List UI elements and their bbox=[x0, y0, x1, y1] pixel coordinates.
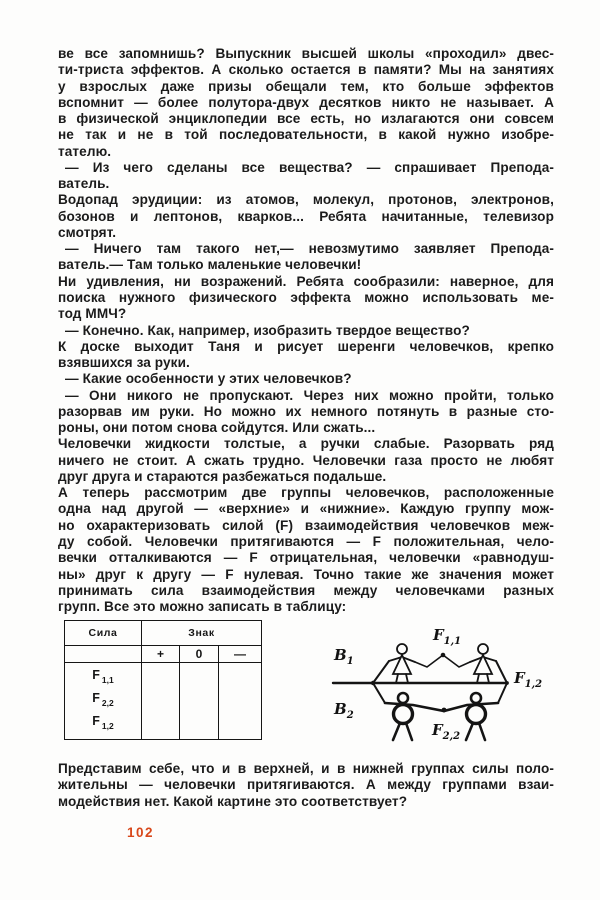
text-line: смотрят. bbox=[58, 224, 117, 240]
text-line: — Из чего сделаны все вещества? — спрашивает Препода- bbox=[65, 159, 554, 175]
text-line: Ни удивления, ни возражений. Ребята сообразили: наверное, для bbox=[58, 273, 554, 289]
body-text-upper bbox=[58, 46, 554, 615]
text-line: — Конечно. Как, например, изобразить твердое вещество? bbox=[65, 322, 470, 338]
text-line: бозонов и лептонов, кварков... Ребята начитанные, телевизор bbox=[58, 208, 554, 224]
mmch-diagram bbox=[320, 618, 570, 758]
text-line: Представим себе, что и в верхней, и в нижней группах силы поло- bbox=[58, 761, 554, 776]
text-line: вечки отталкиваются — F отрицательная, человечки «равнодуш- bbox=[58, 550, 554, 566]
text-line: ничего не стоит. А сжать трудно. Человечки газа просто не любят bbox=[58, 452, 554, 468]
force-label: F $_{1,2}$ bbox=[92, 714, 114, 731]
page-number: 102 bbox=[127, 825, 155, 840]
text-line: одна над другой — «верхние» и «нижние». Каждую группу мож- bbox=[58, 501, 554, 517]
text-line: вспомнит — более полутора-двух десятков никто не называет. А bbox=[58, 94, 554, 110]
table-force-labels bbox=[65, 663, 142, 740]
text-line: групп. Все это можно записать в таблицу: bbox=[58, 599, 347, 615]
text-line: Человечки жидкости толстые, а ручки слабые. Разорвать ряд bbox=[58, 436, 554, 452]
text-line: разорвав им руки. Но можно их немного потянуть в разные сто- bbox=[58, 403, 554, 419]
text-line: роны, они потом снова сойдутся. Или сжать... bbox=[58, 420, 376, 436]
label-b1: $B_1$ bbox=[334, 646, 354, 667]
label-f22: $F_{2,2}$ bbox=[432, 721, 461, 742]
text-line: друг друга и стараются разбежаться подальше. bbox=[58, 468, 387, 484]
text-line: ватель.— Там только маленькие человечки! bbox=[58, 257, 362, 273]
force-label: F $_{2,2}$ bbox=[92, 691, 114, 708]
table-cell-empty bbox=[142, 663, 180, 740]
body-text-lower bbox=[58, 761, 554, 810]
table-header-zero: 0 bbox=[180, 646, 219, 663]
text-line: ны» друг к другу — F нулевая. Точно такие же значения может bbox=[58, 566, 554, 582]
text-line: жительны — человечки притягиваются. А между группами взаи- bbox=[58, 777, 554, 793]
text-line: не так и не в той последовательности, в какой нужно изобре- bbox=[58, 127, 554, 143]
text-line: взявшихся за руки. bbox=[58, 355, 190, 371]
text-line: но охарактеризовать силой (F) взаимодействия человечков меж- bbox=[58, 517, 554, 533]
table-cell-empty bbox=[180, 663, 219, 740]
table-cell-empty bbox=[219, 663, 262, 740]
text-line: А теперь рассмотрим две группы человечков, расположенные bbox=[58, 485, 554, 501]
text-line: тателю. bbox=[58, 143, 112, 159]
text-line: модействия нет. Какой картине это соответствует? bbox=[58, 793, 408, 809]
text-line: принимать сила взаимодействия между человечками разных bbox=[58, 582, 554, 598]
text-line: у взрослых даже призы обещали тем, кто больше эффектов bbox=[58, 78, 554, 94]
force-sign-table bbox=[64, 620, 262, 740]
table-header-force: Сила bbox=[65, 621, 142, 646]
text-line: — Ничего там такого нет,— невозмутимо заявляет Препода- bbox=[65, 241, 554, 257]
text-line: К доске выходит Таня и рисует шеренги человечков, крепко bbox=[58, 338, 554, 354]
text-line: ду собой. Человечки притягиваются — F положительная, чело- bbox=[58, 533, 554, 549]
text-line: Водопад эрудиции: из атомов, молекул, протонов, электронов, bbox=[58, 192, 554, 208]
text-line: в физической энциклопедии все есть, но излагаются они совсем bbox=[58, 111, 554, 127]
text-line: ве все запомнишь? Выпускник высшей школы «проходил» двес- bbox=[58, 46, 554, 61]
table-header-plus: + bbox=[142, 646, 180, 663]
table-header-minus: — bbox=[219, 646, 262, 663]
label-f11: $F_{1,1}$ bbox=[433, 626, 462, 647]
text-line: — Какие особенности у этих человечков? bbox=[65, 371, 352, 387]
label-f12: $F_{1,2}$ bbox=[514, 669, 543, 690]
table-header-sign: Знак bbox=[142, 621, 262, 646]
label-b2: $B_2$ bbox=[334, 700, 354, 721]
text-line: ватель. bbox=[58, 176, 110, 192]
force-label: F $_{1,1}$ bbox=[92, 668, 114, 685]
text-line: — Они никого не пропускают. Через них можно пройти, только bbox=[65, 387, 554, 403]
text-line: тод ММЧ? bbox=[58, 306, 127, 322]
table-cell-empty bbox=[65, 646, 142, 663]
text-line: поиска нужного физического эффекта можно использовать ме- bbox=[58, 289, 554, 305]
text-line: ти-триста эффектов. А сколько остается в памяти? Мы на занятиях bbox=[58, 62, 554, 78]
